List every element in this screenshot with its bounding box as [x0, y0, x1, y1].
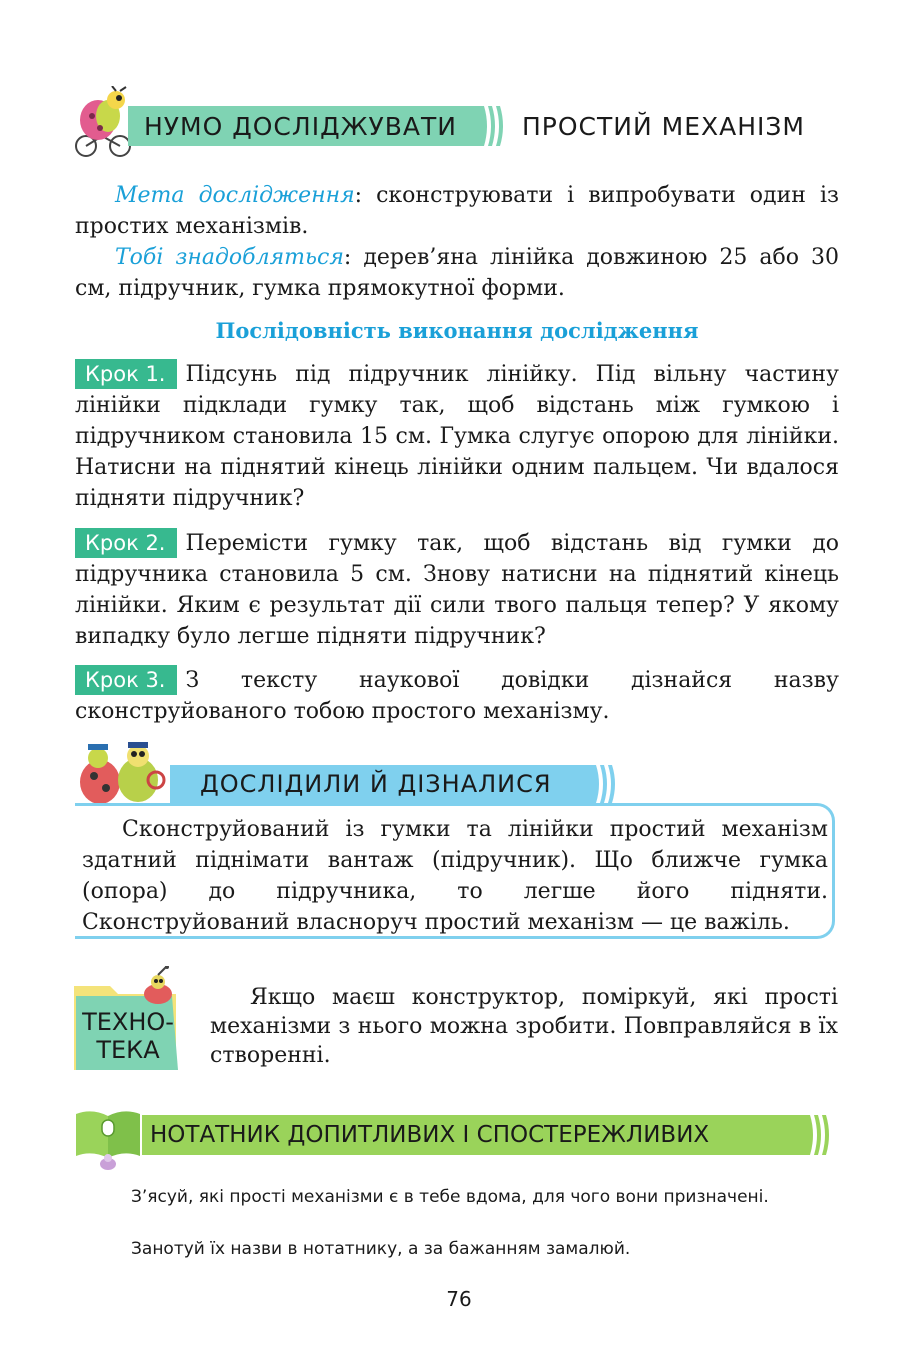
step-2-badge: Крок 2. — [75, 528, 177, 558]
materials-text: : дерев’яна лінійка довжиною 25 або 30 см, підручник, гумка прямокутної форми. — [75, 245, 839, 301]
step-1-text: Підсунь під підручник лінійку. Під вільну частину лінійки підклади гумку так, щоб відстань між гумкою і підручником становила 15 см. Гумка слугує опорою для лінійки. Натисни на піднятий кінець лінійки одним пальцем. Чи вдалося підняти підручник? — [75, 362, 839, 511]
step-3 — [75, 665, 839, 727]
findings-text: Сконструйований із гумки та лінійки простий механізм здатний піднімати вантаж (підручник). Що ближче гумка (опора) до підручника, то легше його підняти. Сконструйований власноруч простий механізм — це важіль. — [82, 817, 828, 935]
findings-tag-stripes — [588, 765, 618, 803]
findings-tag-label: ДОСЛІДИЛИ Й ДІЗНАЛИСЯ — [200, 770, 552, 798]
header-tag-label: НУМО ДОСЛІДЖУВАТИ — [144, 112, 457, 141]
notebook-line-2: Занотуй їх назви в нотатнику, а за бажанням замалюй. — [131, 1239, 631, 1259]
notebook-line-1: З’ясуй, які прості механізми є в тебе вдома, для чого вони призначені. — [131, 1187, 769, 1207]
step-2-text: Перемісти гумку так, щоб відстань від гумки до підручника становила 5 см. Знову натисни на піднятий кінець лінійки. Яким є результат дії сили твого пальця тепер? У якому випадку було легше підняти підручник? — [75, 531, 839, 649]
goal-text: : сконструювати і випробувати один із простих механізмів. — [75, 183, 839, 239]
header-bug-illustration — [72, 86, 134, 158]
technoteka-label-line1: ТЕХНО- — [82, 1008, 174, 1036]
findings-bugs-illustration — [72, 740, 172, 808]
technoteka-label-line2: ТЕКА — [96, 1036, 160, 1064]
step-3-badge: Крок 3. — [75, 665, 177, 695]
technoteka-text: Якщо маєш конструктор, поміркуй, які прості механізми з нього можна зробити. Повправляйся в їх створенні. — [210, 985, 838, 1068]
materials-paragraph — [75, 242, 839, 304]
step-2 — [75, 528, 839, 652]
notebook-tag-stripes — [802, 1115, 832, 1155]
notebook-tag-label: НОТАТНИК ДОПИТЛИВИХ І СПОСТЕРЕЖЛИВИХ — [150, 1122, 710, 1148]
page-number: 76 — [446, 1287, 472, 1311]
goal-label: Мета дослідження — [115, 183, 355, 208]
goal-paragraph — [75, 180, 839, 242]
sequence-heading: Послідовність виконання дослідження — [215, 318, 699, 343]
page-title: ПРОСТИЙ МЕХАНІЗМ — [522, 112, 805, 141]
materials-label: Тобі знадобляться — [115, 245, 344, 270]
step-3-text: З тексту наукової довідки дізнайся назву сконструйованого тобою простого механізму. — [75, 668, 839, 724]
step-1 — [75, 359, 839, 514]
step-1-badge: Крок 1. — [75, 359, 177, 389]
header-tag-stripes — [476, 106, 506, 146]
notebook-book-icon — [72, 1108, 144, 1172]
